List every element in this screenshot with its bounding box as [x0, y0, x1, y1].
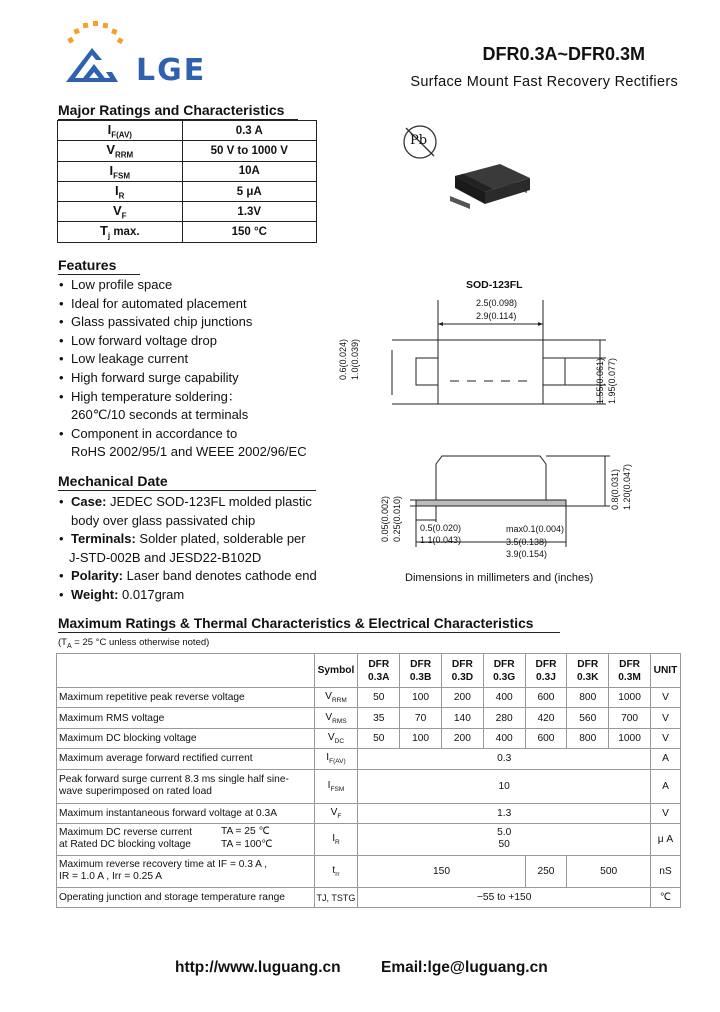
logo-icon	[60, 20, 130, 86]
feature-item: • High temperature soldering：	[58, 388, 307, 407]
dim-lead-b: 1.1(0.043)	[420, 535, 462, 545]
mechanical-heading: Mechanical Date	[58, 473, 316, 491]
feature-item: • High forward surge capability	[58, 369, 307, 388]
rating-symbol: $T_j$ max.	[58, 222, 183, 242]
feature-item: • Low forward voltage drop	[58, 332, 307, 351]
rating-symbol: $I_R$	[58, 181, 183, 201]
page-title: DFR0.3A~DFR0.3M	[482, 44, 645, 64]
dim-side-l-a: 0.05(0.002)	[380, 495, 390, 542]
dim-left-b: 1.0(0.039)	[350, 338, 360, 380]
unit-header: UNIT	[650, 654, 680, 688]
major-ratings-table	[57, 120, 317, 243]
rating-value: 150 °C	[182, 222, 316, 242]
table-row: Maximum reverse recovery time at IF = 0.3 A , IR = 1.0 A , Irr = 0.25 A $t_{rr}$ 150 250 500 nS	[57, 855, 681, 887]
feature-item: 260℃/10 seconds at terminals	[71, 407, 249, 423]
footer-email[interactable]: Email:lge@luguang.cn	[381, 959, 548, 976]
rating-value: 0.3 A	[182, 121, 316, 141]
device-header: DFR 0.3K	[567, 654, 609, 688]
electrical-heading: Maximum Ratings & Thermal Characteristics & Electrical Characteristics	[58, 616, 560, 633]
dimension-note: Dimensions in millimeters and (inches)	[405, 572, 594, 584]
rating-symbol: $I_{FSM}$	[58, 161, 183, 181]
rating-value: 1.3V	[182, 202, 316, 222]
mech-weight: • Weight: 0.017gram	[58, 586, 317, 605]
dim-right-b: 1.95(0.077)	[607, 357, 617, 404]
device-header: DFR 0.3G	[483, 654, 525, 688]
feature-item: • Ideal for automated placement	[58, 295, 307, 314]
device-header: DFR 0.3B	[400, 654, 442, 688]
dim-top-b: 2.9(0.114)	[476, 311, 517, 321]
device-header: DFR 0.3A	[358, 654, 400, 688]
rating-value: 10A	[182, 161, 316, 181]
table-row: Peak forward surge current 8.3 ms single half sine- wave superimposed on rated load $I_{FSM}$ 10 A	[57, 769, 681, 803]
major-rating-row	[58, 141, 317, 161]
major-rating-row	[58, 161, 317, 181]
major-rating-row	[58, 222, 317, 242]
device-header: DFR 0.3D	[441, 654, 483, 688]
electrical-note: ($T_A = 25$ °C unless otherwise noted)	[58, 637, 210, 650]
table-header-row	[57, 654, 681, 688]
table-row: Maximum average forward rectified current $I_{F(AV)}$ 0.3 A	[57, 749, 681, 769]
rating-symbol: $I_{F(AV)}$	[58, 121, 183, 141]
pb-free-mark	[400, 122, 440, 162]
dim-top-a: 2.5(0.098)	[476, 298, 518, 308]
dim-max: max0.1(0.004)	[506, 524, 565, 534]
package-3d-image	[445, 158, 535, 210]
dim-side-l-b: 0.25(0.010)	[392, 495, 402, 542]
major-rating-row	[58, 181, 317, 201]
table-row: Maximum instantaneous forward voltage at 0.3A $V_F$ 1.3 V	[57, 803, 681, 823]
table-row: Maximum RMS voltage $V_{RMS}$ 35 70 140 280 420 560 700 V	[57, 708, 681, 728]
brand-name: LGE	[136, 53, 207, 88]
feature-item: RoHS 2002/95/1 and WEEE 2002/96/EC	[71, 444, 307, 460]
major-ratings-heading: Major Ratings and Characteristics	[58, 102, 298, 120]
footer-url[interactable]: http://www.luguang.cn	[175, 959, 341, 976]
mech-case: • Case: JEDEC SOD-123FL molded plastic	[58, 493, 317, 512]
features-heading: Features	[58, 257, 140, 275]
package-side-view	[370, 452, 630, 562]
major-rating-row	[58, 202, 317, 222]
dim-side-r-b: 1.20(0.047)	[622, 463, 632, 510]
dim-lead-a: 0.5(0.020)	[420, 523, 462, 533]
table-row: Maximum DC blocking voltage $V_{DC}$ 50 100 200 400 600 800 1000 V	[57, 728, 681, 748]
logo	[60, 20, 240, 90]
major-rating-row	[58, 121, 317, 141]
feature-item: • Glass passivated chip junctions	[58, 313, 307, 332]
pb-label: Pb	[410, 133, 428, 148]
rating-value: 50 V to 1000 V	[182, 141, 316, 161]
device-header: DFR 0.3M	[609, 654, 651, 688]
feature-item: • Low profile space	[58, 276, 307, 295]
symbol-header: Symbol	[314, 654, 358, 688]
feature-item: • Low leakage current	[58, 350, 307, 369]
package-name: SOD-123FL	[466, 279, 523, 291]
page-subtitle: Surface Mount Fast Recovery Rectifiers	[410, 74, 678, 90]
dim-len-a: 3.5(0.138)	[506, 537, 548, 547]
table-row: Maximum DC reverse current at Rated DC blocking voltage TA = 25 ℃ TA = 100℃ $I_R$ 5.0 50 μ A	[57, 823, 681, 855]
mech-terminals: • Terminals: Solder plated, solderable per	[58, 530, 317, 549]
dim-right-a: 1.55(0.061)	[595, 357, 605, 404]
table-row: Operating junction and storage temperature range TJ, TSTG −55 to +150 ℃	[57, 887, 681, 907]
table-row: Maximum repetitive peak reverse voltage $V_{RRM}$ 50 100 200 400 600 800 1000 V	[57, 688, 681, 708]
feature-item: • Component in accordance to	[58, 425, 307, 444]
electrical-table	[56, 653, 681, 908]
dim-len-b: 3.9(0.154)	[506, 549, 548, 559]
mech-polarity: • Polarity: Laser band denotes cathode end	[58, 567, 317, 586]
rating-symbol: $V_{RRM}$	[58, 141, 183, 161]
rating-symbol: $V_F$	[58, 202, 183, 222]
features-list	[58, 276, 307, 462]
dim-left-a: 0.6(0.024)	[338, 338, 348, 380]
rating-value: 5 μA	[182, 181, 316, 201]
device-header: DFR 0.3J	[525, 654, 567, 688]
dim-side-r-a: 0.8(0.031)	[610, 468, 620, 510]
mechanical-list: • Case: JEDEC SOD-123FL molded plastic body over glass passivated chip • Terminals: Solder plated, solderable per J-STD-002B and JESD22-B102D • Polarity: Laser band denotes cathode end • Weight: 0.017gram	[58, 493, 317, 605]
